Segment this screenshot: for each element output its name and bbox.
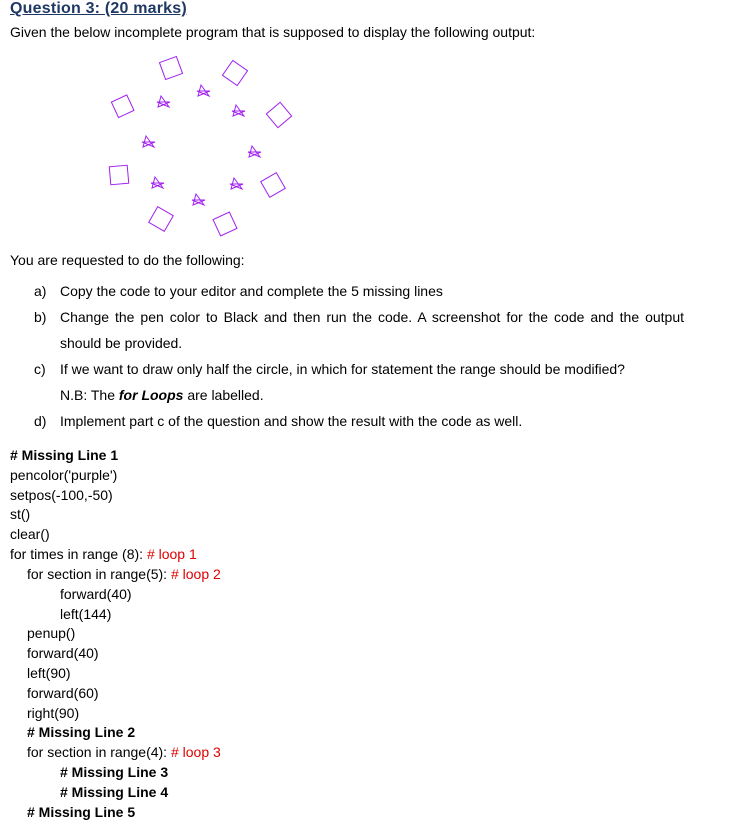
code-line: st() — [10, 506, 31, 522]
square-shape — [222, 60, 247, 85]
square-shape — [261, 173, 286, 198]
task-label: a) — [34, 283, 47, 299]
task-text: Copy the code to your editor and complete the 5 missing lines — [60, 283, 443, 299]
star-shape — [157, 96, 170, 107]
turtle-output-figure — [100, 50, 310, 250]
code-line — [27, 743, 221, 761]
star-shape — [248, 146, 261, 157]
task-item — [34, 356, 684, 408]
code-line: # Missing Line 3 — [60, 764, 169, 780]
code-line: forward(40) — [27, 645, 99, 661]
square-shape — [159, 56, 182, 79]
code-line: left(90) — [27, 665, 71, 681]
task-item — [34, 408, 684, 434]
code-text: for times in range (8): — [10, 546, 144, 562]
task-label: c) — [34, 361, 46, 377]
task-text: Implement part c of the question and show the result with the code as well. — [60, 413, 523, 429]
code-line: penup() — [27, 625, 76, 641]
code-comment: # loop 3 — [170, 744, 221, 760]
code-line: # Missing Line 1 — [10, 447, 119, 463]
star-shape — [232, 105, 245, 116]
task-label: d) — [34, 413, 47, 429]
code-line — [10, 545, 197, 563]
question-heading: Question 3: (20 marks) — [10, 0, 187, 17]
square-shape — [213, 212, 237, 236]
code-line: forward(60) — [27, 685, 99, 701]
task-note — [60, 382, 684, 408]
request-text: You are requested to do the following: — [10, 252, 245, 268]
code-line: left(144) — [60, 606, 112, 622]
code-line: # Missing Line 4 — [60, 784, 169, 800]
code-line: forward(40) — [60, 586, 132, 602]
task-text: If we want to draw only half the circle, in which for statement the range should be modified? — [60, 361, 625, 377]
code-line: pencolor('purple') — [10, 467, 118, 483]
star-shape — [151, 177, 164, 188]
note-emphasis: for Loops — [118, 387, 184, 403]
task-item — [34, 278, 684, 304]
code-line: # Missing Line 5 — [27, 804, 136, 820]
task-list — [34, 278, 684, 434]
star-shape — [230, 178, 243, 189]
intro-text: Given the below incomplete program that is supposed to display the following output: — [10, 24, 536, 40]
square-shape — [109, 165, 129, 185]
code-comment: # loop 1 — [146, 546, 197, 562]
task-text-block — [60, 356, 684, 408]
code-text: for section in range(4): — [27, 744, 168, 760]
code-line: # Missing Line 2 — [27, 724, 136, 740]
square-shape — [111, 95, 134, 118]
star-shape — [142, 136, 155, 147]
star-shape — [192, 194, 205, 205]
square-shape — [266, 102, 291, 127]
code-text: for section in range(5): — [27, 566, 168, 582]
star-shape — [197, 85, 210, 96]
square-shape — [149, 207, 174, 232]
note-prefix: N.B: The — [60, 387, 119, 403]
note-suffix: are labelled. — [183, 387, 264, 403]
task-text: Change the pen color to Black and then run the code. A screenshot for the code and the output should be provided. — [60, 309, 684, 351]
code-comment: # loop 2 — [170, 566, 221, 582]
code-line — [27, 565, 221, 583]
code-line: clear() — [10, 526, 50, 542]
code-line: setpos(-100,-50) — [10, 487, 113, 503]
task-item — [34, 304, 684, 356]
task-label: b) — [34, 309, 47, 325]
code-line: right(90) — [27, 705, 80, 721]
